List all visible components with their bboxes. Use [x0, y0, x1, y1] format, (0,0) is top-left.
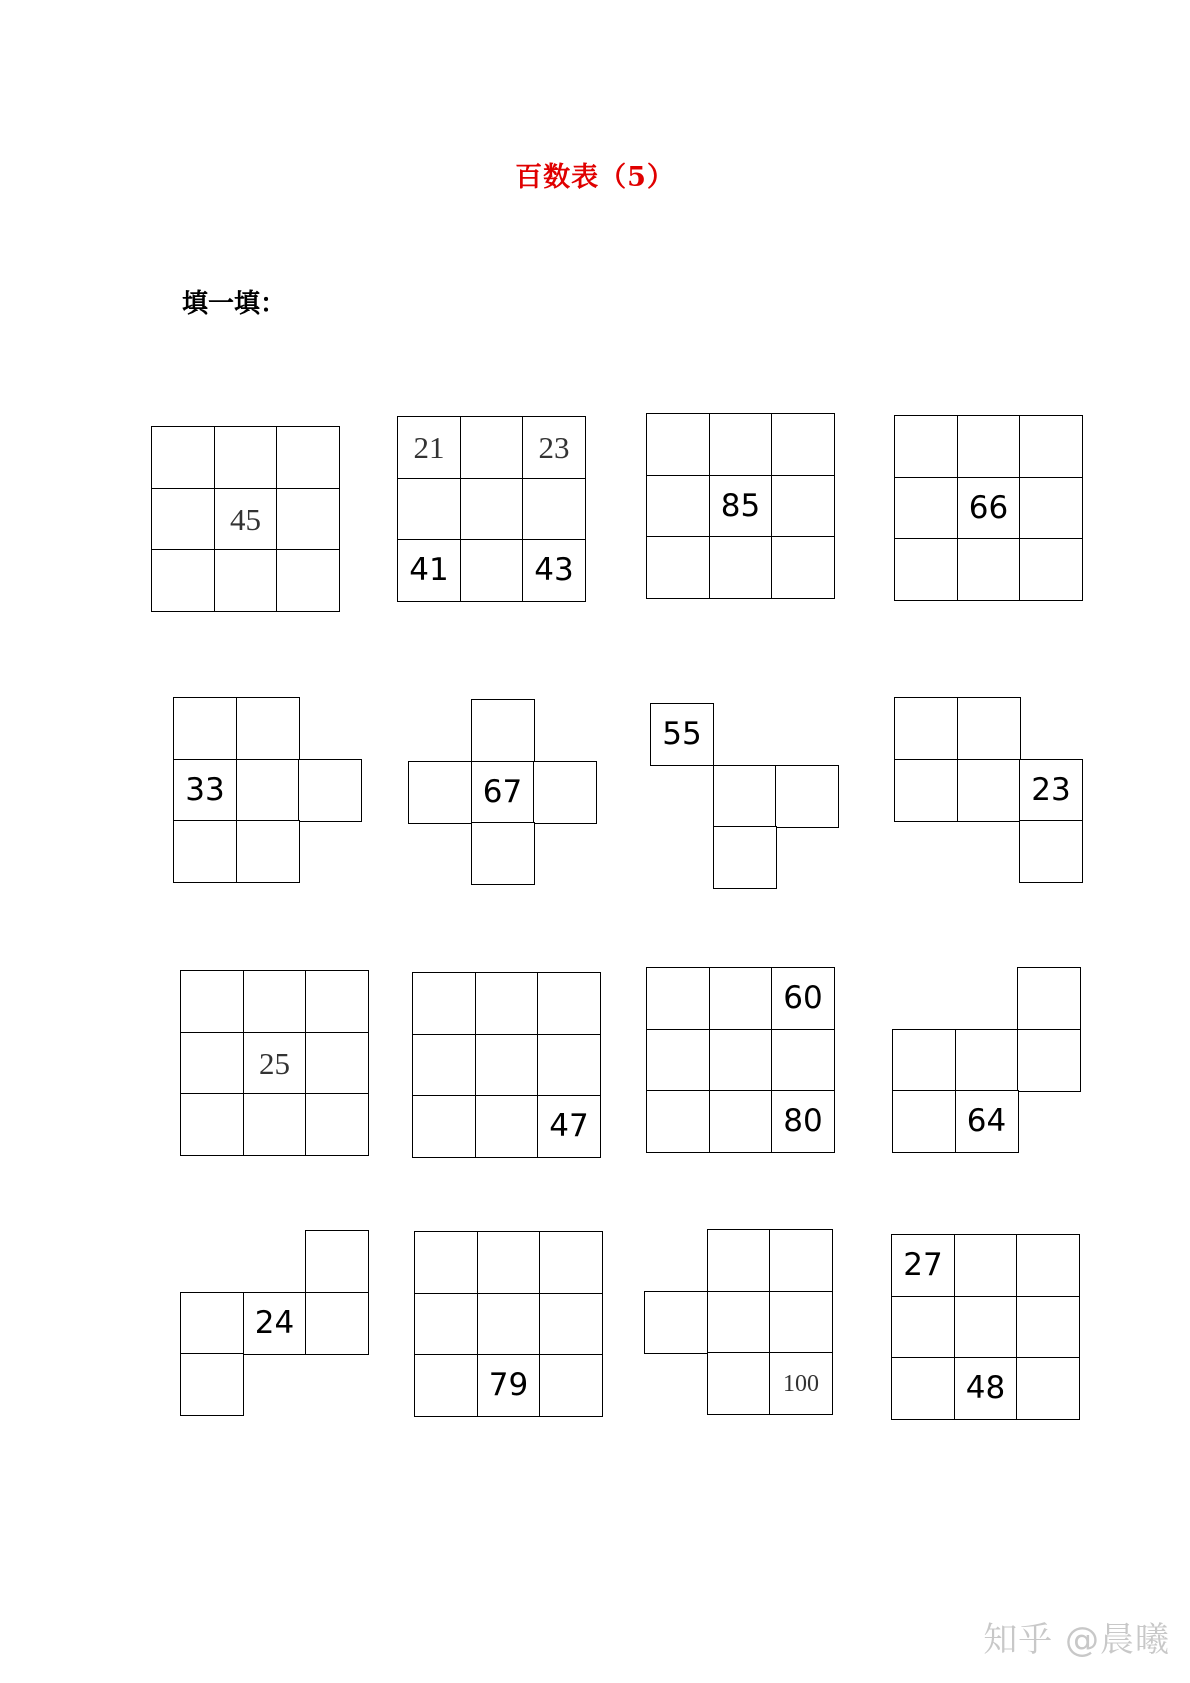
grid-cell	[771, 1029, 835, 1092]
grid-cell	[646, 967, 710, 1030]
grid-cell	[771, 475, 835, 538]
grid-cell	[646, 475, 710, 538]
grid-cell	[644, 1291, 708, 1354]
grid-cell: 66	[957, 477, 1021, 540]
grid-cell	[180, 1093, 244, 1156]
grid-cell	[180, 1353, 244, 1416]
grid-cell	[713, 765, 777, 828]
grid-cell: 24	[243, 1292, 307, 1355]
grid-cell	[709, 967, 773, 1030]
puzzle-4	[894, 415, 1086, 604]
grid-cell	[1017, 967, 1081, 1030]
grid-cell	[276, 549, 340, 612]
grid-cell: 67	[471, 761, 535, 824]
grid-cell: 23	[522, 416, 586, 479]
puzzle-7	[650, 703, 842, 892]
grid-cell: 21	[397, 416, 461, 479]
grid-cell	[955, 1029, 1019, 1092]
grid-cell	[707, 1291, 771, 1354]
grid-cell	[1019, 538, 1083, 601]
grid-cell: 47	[537, 1095, 601, 1158]
grid-cell	[646, 1029, 710, 1092]
instruction-label: 填一填：	[182, 289, 287, 319]
grid-cell: 48	[954, 1357, 1018, 1420]
grid-cell	[305, 1292, 369, 1355]
grid-cell: 79	[477, 1354, 541, 1417]
grid-cell	[477, 1231, 541, 1294]
grid-cell	[537, 1034, 601, 1097]
grid-cell	[412, 1095, 476, 1158]
grid-cell: 23	[1019, 759, 1083, 822]
grid-cell	[539, 1231, 603, 1294]
grid-cell	[892, 1029, 956, 1092]
grid-cell	[957, 538, 1021, 601]
grid-cell	[646, 536, 710, 599]
grid-cell: 60	[771, 967, 835, 1030]
grid-cell	[243, 970, 307, 1033]
grid-cell	[769, 1291, 833, 1354]
grid-cell	[460, 478, 524, 541]
puzzle-11	[646, 967, 838, 1156]
grid-cell	[236, 697, 300, 760]
grid-cell	[236, 759, 300, 822]
grid-cell: 85	[709, 475, 773, 538]
grid-cell: 100	[769, 1352, 833, 1415]
puzzle-1	[151, 426, 343, 615]
grid-cell: 41	[397, 539, 461, 602]
grid-cell	[412, 972, 476, 1035]
puzzle-2	[397, 416, 589, 605]
grid-cell	[173, 820, 237, 883]
grid-cell: 27	[891, 1234, 955, 1297]
grid-cell	[1016, 1234, 1080, 1297]
puzzle-5	[173, 697, 365, 886]
grid-cell: 45	[214, 488, 278, 551]
grid-cell	[1019, 820, 1083, 883]
grid-cell	[713, 826, 777, 889]
puzzle-3	[646, 413, 838, 602]
grid-cell	[539, 1293, 603, 1356]
grid-cell	[646, 1090, 710, 1153]
grid-cell	[1019, 477, 1083, 540]
grid-cell	[533, 761, 597, 824]
grid-cell	[298, 759, 362, 822]
puzzle-12	[892, 967, 1084, 1156]
grid-cell	[460, 416, 524, 479]
grid-cell: 80	[771, 1090, 835, 1153]
grid-cell	[769, 1229, 833, 1292]
grid-cell	[954, 1234, 1018, 1297]
grid-cell	[305, 1093, 369, 1156]
grid-cell	[891, 1357, 955, 1420]
grid-cell	[771, 413, 835, 476]
puzzle-6	[408, 699, 600, 888]
grid-cell	[414, 1293, 478, 1356]
grid-cell	[894, 759, 958, 822]
grid-cell	[477, 1293, 541, 1356]
grid-cell	[475, 1034, 539, 1097]
grid-cell	[707, 1229, 771, 1292]
grid-cell: 33	[173, 759, 237, 822]
grid-cell	[771, 536, 835, 599]
grid-cell	[1016, 1296, 1080, 1359]
grid-cell	[894, 477, 958, 540]
grid-cell: 25	[243, 1032, 307, 1095]
grid-cell	[775, 765, 839, 828]
grid-cell	[412, 1034, 476, 1097]
grid-cell	[151, 488, 215, 551]
grid-cell	[894, 538, 958, 601]
grid-cell	[471, 699, 535, 762]
grid-cell	[180, 970, 244, 1033]
grid-cell	[408, 761, 472, 824]
watermark: 知乎 @晨曦	[983, 1620, 1170, 1660]
grid-cell	[305, 1032, 369, 1095]
puzzle-16	[891, 1234, 1083, 1423]
grid-cell	[1019, 415, 1083, 478]
grid-cell	[646, 413, 710, 476]
grid-cell	[1017, 1029, 1081, 1092]
puzzle-8	[894, 697, 1086, 886]
grid-cell	[414, 1354, 478, 1417]
grid-cell: 55	[650, 703, 714, 766]
grid-cell: 64	[955, 1090, 1019, 1153]
puzzle-13	[180, 1230, 372, 1419]
grid-cell	[894, 415, 958, 478]
grid-cell	[954, 1296, 1018, 1359]
puzzle-15	[644, 1229, 836, 1418]
grid-cell	[522, 478, 586, 541]
grid-cell	[894, 697, 958, 760]
grid-cell	[214, 549, 278, 612]
grid-cell	[709, 413, 773, 476]
grid-cell	[414, 1231, 478, 1294]
page-title: 百数表（5）	[515, 162, 675, 193]
grid-cell	[709, 1090, 773, 1153]
puzzle-14	[414, 1231, 606, 1420]
grid-cell	[397, 478, 461, 541]
grid-cell	[539, 1354, 603, 1417]
grid-cell	[707, 1352, 771, 1415]
grid-cell	[151, 549, 215, 612]
grid-cell	[180, 1032, 244, 1095]
grid-cell	[957, 697, 1021, 760]
grid-cell	[243, 1093, 307, 1156]
grid-cell	[460, 539, 524, 602]
grid-cell	[891, 1296, 955, 1359]
grid-cell: 43	[522, 539, 586, 602]
grid-cell	[214, 426, 278, 489]
grid-cell	[537, 972, 601, 1035]
grid-cell	[236, 820, 300, 883]
grid-cell	[957, 759, 1021, 822]
grid-cell	[180, 1292, 244, 1355]
grid-cell	[475, 972, 539, 1035]
grid-cell	[305, 970, 369, 1033]
grid-cell	[892, 1090, 956, 1153]
puzzle-10	[412, 972, 604, 1161]
grid-cell	[475, 1095, 539, 1158]
grid-cell	[276, 426, 340, 489]
grid-cell	[305, 1230, 369, 1293]
grid-cell	[151, 426, 215, 489]
grid-cell	[957, 415, 1021, 478]
grid-cell	[173, 697, 237, 760]
grid-cell	[709, 1029, 773, 1092]
grid-cell	[1016, 1357, 1080, 1420]
grid-cell	[471, 822, 535, 885]
grid-cell	[276, 488, 340, 551]
grid-cell	[709, 536, 773, 599]
puzzle-9	[180, 970, 372, 1159]
